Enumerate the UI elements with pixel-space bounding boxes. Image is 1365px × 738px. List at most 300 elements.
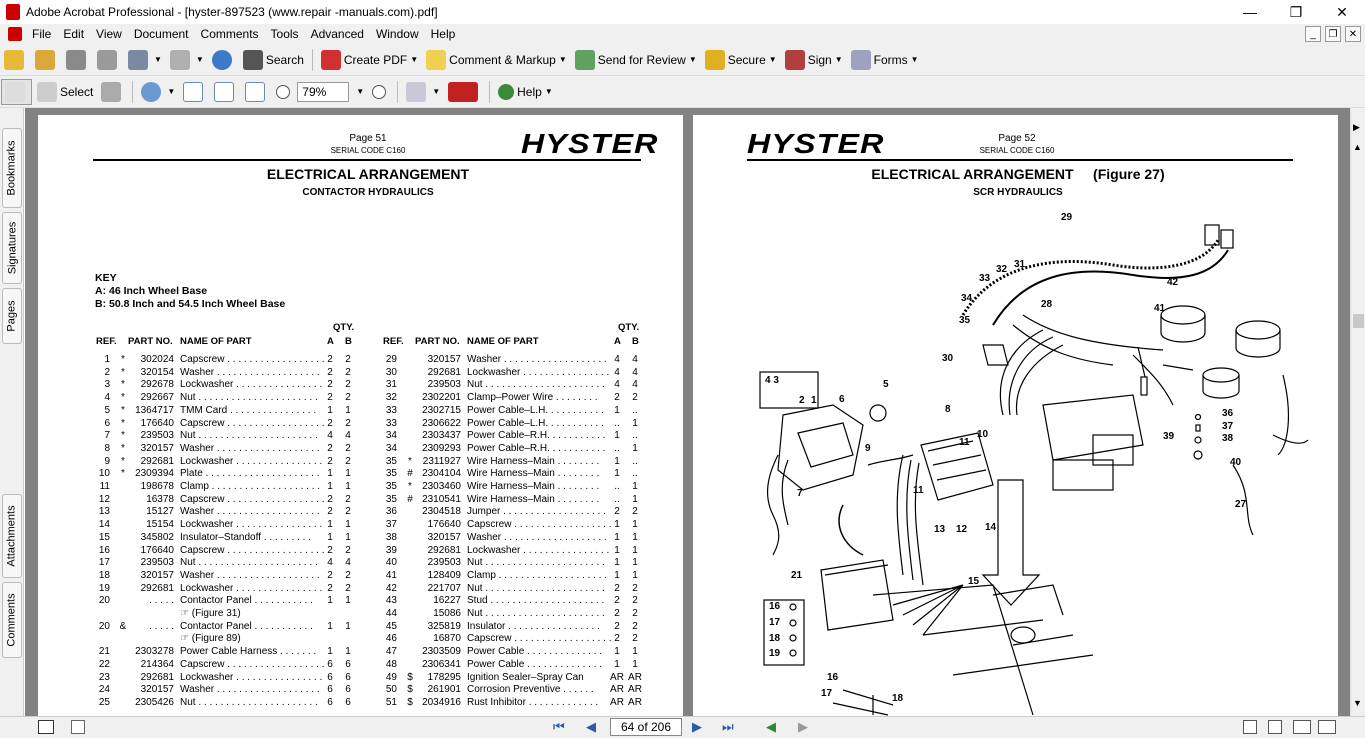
name-cell: Lockwasher . . . . . . . . . . . . . . . . bbox=[180, 379, 323, 391]
web-button[interactable] bbox=[209, 47, 238, 73]
name-cell: Nut . . . . . . . . . . . . . . . . . . . . . . bbox=[180, 392, 318, 404]
zoom-tool-button[interactable]: ▼ bbox=[138, 79, 178, 105]
part-no-cell: 292667 bbox=[140, 392, 174, 404]
part-no-cell: 320157 bbox=[427, 354, 461, 365]
name-cell: Nut . . . . . . . . . . . . . . . . . . . . . . bbox=[467, 379, 605, 391]
menu-comments[interactable]: Comments bbox=[200, 27, 259, 41]
name-cell: Lockwasher . . . . . . . . . . . . . . . . bbox=[467, 366, 610, 378]
ref-cell: 42 bbox=[385, 582, 397, 594]
zoom-input[interactable] bbox=[297, 82, 349, 102]
name-cell: Wire Harness–Main . . . . . . . . bbox=[467, 493, 600, 505]
part-no-cell: 15086 bbox=[433, 608, 461, 619]
table-row bbox=[383, 532, 668, 545]
qty-a-cell: 1 bbox=[614, 646, 620, 658]
table-row bbox=[96, 392, 381, 405]
name-cell: Washer . . . . . . . . . . . . . . . . . . . bbox=[180, 569, 320, 581]
table-row bbox=[383, 621, 668, 634]
table-row bbox=[383, 405, 668, 418]
qty-a-cell: 6 bbox=[327, 696, 333, 708]
table-header-row bbox=[96, 336, 376, 349]
qty-a-cell: 2 bbox=[327, 442, 333, 454]
name-cell: Rust Inhibitor . . . . . . . . . . . . . bbox=[467, 696, 599, 708]
table-row bbox=[383, 481, 668, 494]
table-row bbox=[383, 456, 668, 469]
tab-pages[interactable]: Pages bbox=[2, 288, 22, 344]
table-row bbox=[96, 443, 381, 456]
tab-attachments[interactable]: Attachments bbox=[2, 494, 22, 578]
vertical-scrollbar[interactable] bbox=[1350, 108, 1365, 716]
callout-label: 16 bbox=[769, 601, 781, 612]
qty-b-cell: 2 bbox=[345, 569, 351, 581]
zoom-in-button[interactable] bbox=[369, 79, 392, 105]
qty-b-cell: 1 bbox=[632, 646, 638, 658]
part-no-cell: 15127 bbox=[146, 506, 174, 518]
page-number-field[interactable]: 64 of 206 bbox=[610, 718, 682, 736]
actual-size-button[interactable] bbox=[180, 79, 209, 105]
name-cell: Lockwasher . . . . . . . . . . . . . . . . bbox=[180, 582, 323, 594]
figure-title: ELECTRICAL ARRANGEMENT (Figure 27) bbox=[871, 166, 1165, 182]
menu-document[interactable]: Document bbox=[133, 27, 189, 41]
mark-cell: & bbox=[119, 620, 127, 632]
qty-b-cell: 2 bbox=[345, 455, 351, 467]
table-row bbox=[383, 608, 668, 621]
name-cell: Capscrew . . . . . . . . . . . . . . . . . . bbox=[180, 354, 325, 365]
table-row bbox=[383, 583, 668, 596]
mark-cell: # bbox=[407, 493, 413, 505]
menu-advanced[interactable]: Advanced bbox=[310, 27, 364, 41]
review-icon bbox=[575, 50, 595, 70]
qty-b-cell: 2 bbox=[632, 633, 638, 645]
ref-cell: 33 bbox=[385, 417, 397, 429]
key-a: A: 46 Inch Wheel Base bbox=[95, 285, 208, 297]
table-row bbox=[96, 608, 381, 621]
name-cell: Ignition Sealer–Spray Can bbox=[467, 671, 584, 683]
ref-cell: 6 bbox=[104, 417, 110, 429]
name-cell: Lockwasher . . . . . . . . . . . . . . . . bbox=[467, 544, 610, 556]
qty-b-cell: 1 bbox=[345, 404, 351, 416]
binoculars-icon bbox=[243, 50, 263, 70]
part-no-cell: 239503 bbox=[140, 557, 174, 569]
forms-button[interactable]: Forms ▼ bbox=[848, 47, 922, 73]
ref-cell: 20 bbox=[98, 595, 110, 607]
zoom-out-button[interactable] bbox=[273, 79, 296, 105]
ref-cell: 20 bbox=[98, 620, 110, 632]
callout-label: 5 bbox=[883, 379, 889, 390]
qty-a-cell: 1 bbox=[614, 544, 620, 556]
callout-label: 38 bbox=[1222, 433, 1234, 444]
qty-b-cell: 2 bbox=[345, 366, 351, 378]
next-view-button[interactable]: ▶ bbox=[798, 719, 808, 734]
hand-tool-button[interactable] bbox=[1, 79, 32, 105]
cursor-text-icon bbox=[37, 82, 57, 102]
part-no-cell: 2304518 bbox=[422, 506, 461, 518]
callout-label: 27 bbox=[1235, 499, 1247, 510]
hyster-logo: HYSTER bbox=[747, 128, 885, 159]
acrobat-app-icon bbox=[6, 4, 20, 20]
ref-cell: 16 bbox=[98, 544, 110, 556]
yahoo-button[interactable] bbox=[445, 79, 484, 105]
ref-cell: 13 bbox=[98, 506, 110, 518]
table-row bbox=[383, 418, 668, 431]
qty-a-cell: 1 bbox=[327, 468, 333, 480]
qty-a-cell: .. bbox=[614, 493, 620, 505]
table-row bbox=[96, 557, 381, 570]
part-no-cell: 176640 bbox=[140, 544, 174, 556]
callout-label: 11 bbox=[913, 485, 924, 496]
col-b: B bbox=[345, 336, 352, 347]
menu-view[interactable]: View bbox=[96, 27, 122, 41]
part-no-cell: 302024 bbox=[140, 354, 174, 365]
qty-b-cell: 2 bbox=[345, 544, 351, 556]
col-part-no: PART NO. bbox=[128, 336, 173, 347]
document-icon[interactable] bbox=[8, 27, 22, 41]
ref-cell: 32 bbox=[385, 392, 397, 404]
qty-a-cell: 4 bbox=[327, 430, 333, 442]
fit-width-icon bbox=[245, 82, 265, 102]
create-pdf-button[interactable]: Create PDF ▼ bbox=[318, 47, 421, 73]
name-cell: Contactor Panel . . . . . . . . . . . bbox=[180, 620, 313, 632]
ref-cell: 3 bbox=[104, 379, 110, 391]
sign-button[interactable]: Sign ▼ bbox=[782, 47, 846, 73]
name-cell: Capscrew . . . . . . . . . . . . . . . . . . bbox=[180, 658, 325, 670]
qty-a-cell: 2 bbox=[327, 354, 333, 365]
save-button[interactable] bbox=[63, 47, 92, 73]
diagram-callouts bbox=[765, 212, 1247, 704]
table-row bbox=[383, 468, 668, 481]
navigation-pane-icon[interactable] bbox=[38, 720, 54, 734]
qty-b-cell: 2 bbox=[632, 608, 638, 619]
name-cell: Capscrew . . . . . . . . . . . . . . . . . . bbox=[180, 493, 325, 505]
name-cell: Power Cable . . . . . . . . . . . . . . bbox=[467, 658, 603, 670]
ref-cell: 33 bbox=[385, 404, 397, 416]
previous-view-button[interactable]: ◀ bbox=[766, 719, 776, 734]
qty-b-cell: 1 bbox=[632, 417, 638, 429]
fit-page-button[interactable] bbox=[211, 79, 240, 105]
qty-b-cell: 1 bbox=[632, 544, 638, 556]
create-pdf-icon bbox=[321, 50, 341, 70]
organizer-icon bbox=[35, 50, 55, 70]
callout-label: 40 bbox=[1230, 457, 1242, 468]
table-row bbox=[383, 684, 668, 697]
scroll-up-arrow[interactable]: ▶ bbox=[1353, 122, 1360, 132]
qty-a-cell: 2 bbox=[327, 582, 333, 594]
close-button[interactable]: ✕ bbox=[1336, 3, 1348, 20]
single-page-icon[interactable] bbox=[1243, 720, 1257, 734]
mark-cell: * bbox=[121, 392, 125, 404]
doc-close-button[interactable]: ✕ bbox=[1345, 26, 1361, 42]
organizer-button[interactable] bbox=[32, 47, 61, 73]
qty-b-cell: 1 bbox=[345, 519, 351, 531]
callout-label: 17 bbox=[769, 617, 781, 628]
mark-cell: * bbox=[121, 417, 125, 429]
name-cell: Power Cable–R.H. . . . . . . . . . . bbox=[467, 442, 606, 454]
part-no-cell: 292678 bbox=[140, 379, 174, 391]
qty-b-cell: 1 bbox=[632, 569, 638, 581]
forms-label: Forms bbox=[873, 52, 908, 67]
minimize-button[interactable]: — bbox=[1243, 4, 1257, 20]
callout-label: 7 bbox=[797, 488, 803, 499]
ref-cell: 11 bbox=[99, 481, 110, 492]
qty-b-cell: 2 bbox=[345, 379, 351, 391]
magnifier-icon bbox=[141, 82, 161, 102]
qty-a-cell: 2 bbox=[614, 620, 620, 632]
part-no-cell: 292681 bbox=[427, 544, 461, 556]
send-review-label: Send for Review bbox=[597, 52, 686, 67]
name-cell: Washer . . . . . . . . . . . . . . . . . . . bbox=[180, 684, 320, 696]
callout-label: 14 bbox=[985, 522, 997, 533]
window-controls bbox=[1227, 0, 1365, 24]
name-cell: Capscrew . . . . . . . . . . . . . . . . . . bbox=[180, 417, 325, 429]
secure-button[interactable]: Secure ▼ bbox=[702, 47, 780, 73]
select-label: Select bbox=[60, 84, 94, 99]
qty-a-cell: 1 bbox=[327, 404, 333, 416]
email-button[interactable]: ▼ bbox=[125, 47, 165, 73]
table-row bbox=[96, 456, 381, 469]
part-no-cell: 292681 bbox=[427, 366, 461, 378]
table-header-row bbox=[383, 336, 663, 349]
rotate-button[interactable]: ▼ bbox=[403, 79, 443, 105]
tab-bookmarks[interactable]: Bookmarks bbox=[2, 128, 22, 208]
ref-cell: 48 bbox=[385, 658, 397, 670]
ref-cell: 35 bbox=[385, 468, 397, 480]
fit-width-button[interactable] bbox=[242, 79, 271, 105]
ref-cell: 46 bbox=[385, 633, 397, 645]
ref-cell: 8 bbox=[104, 442, 110, 454]
qty-a-cell: 1 bbox=[614, 468, 620, 480]
name-cell: Insulator . . . . . . . . . . . . . . . . . bbox=[467, 620, 600, 632]
mark-cell: $ bbox=[407, 684, 413, 696]
ref-cell: 41 bbox=[385, 569, 397, 581]
qty-a-cell: 2 bbox=[614, 392, 620, 404]
doc-minimize-button[interactable]: _ bbox=[1305, 26, 1321, 42]
qty-a-cell: 2 bbox=[614, 608, 620, 619]
part-no-cell: 2303460 bbox=[422, 481, 461, 492]
name-cell: Stud . . . . . . . . . . . . . . . . . . . . . bbox=[467, 595, 605, 607]
col-a: A bbox=[614, 336, 621, 347]
table-row bbox=[383, 570, 668, 583]
menu-window[interactable]: Window bbox=[375, 27, 419, 41]
col-a: A bbox=[327, 336, 334, 347]
qty-a-cell: 1 bbox=[327, 620, 333, 632]
send-review-button[interactable]: Send for Review ▼ bbox=[572, 47, 700, 73]
scroll-up-arrow[interactable]: ▲ bbox=[1353, 142, 1362, 152]
navigation-panel bbox=[0, 108, 24, 716]
qty-a-cell: 2 bbox=[327, 506, 333, 518]
table-row bbox=[96, 367, 381, 380]
facing-icon[interactable] bbox=[1293, 720, 1311, 734]
col-name: NAME OF PART bbox=[180, 336, 252, 347]
ref-cell: 4 bbox=[104, 392, 110, 404]
wheelbase-key bbox=[95, 272, 285, 311]
printer-icon bbox=[97, 50, 117, 70]
ref-cell: 51 bbox=[385, 696, 397, 708]
search-label: Search bbox=[265, 52, 304, 67]
qty-b-cell: 6 bbox=[345, 658, 351, 670]
document-window-controls bbox=[1305, 26, 1361, 42]
snapshot-button[interactable] bbox=[98, 79, 127, 105]
next-page-button[interactable]: ▶ bbox=[692, 719, 702, 734]
callout-label: 10 bbox=[977, 429, 989, 440]
mark-cell: * bbox=[408, 455, 412, 467]
menu-file[interactable]: File bbox=[32, 27, 52, 41]
callout-label: 9 bbox=[865, 443, 871, 454]
continuous-icon[interactable] bbox=[1268, 720, 1282, 734]
qty-b-cell: AR bbox=[628, 696, 642, 708]
qty-b-cell: .. bbox=[632, 404, 638, 416]
table-row bbox=[383, 379, 668, 392]
table-row bbox=[96, 519, 381, 532]
part-no-cell: 2302715 bbox=[422, 404, 461, 416]
part-no-cell: 239503 bbox=[140, 430, 174, 442]
page-thumb-icon[interactable] bbox=[71, 720, 85, 734]
qty-b-cell: 4 bbox=[632, 354, 638, 365]
name-cell: Wire Harness–Main . . . . . . . . bbox=[467, 468, 600, 480]
part-no-cell: 2306341 bbox=[422, 658, 461, 670]
qty-a-cell: 2 bbox=[327, 544, 333, 556]
qty-a-cell: AR bbox=[610, 696, 624, 708]
help-label: Help bbox=[517, 84, 542, 99]
part-no-cell: 2302201 bbox=[422, 392, 461, 404]
name-cell: Lockwasher . . . . . . . . . . . . . . . . bbox=[180, 671, 323, 683]
tab-comments[interactable]: Comments bbox=[2, 582, 22, 658]
qty-b-cell: 1 bbox=[632, 442, 638, 454]
table-row bbox=[383, 633, 668, 646]
part-no-cell: 2304104 bbox=[422, 468, 461, 480]
comment-label: Comment & Markup bbox=[449, 52, 556, 67]
qty-b-cell: 2 bbox=[632, 620, 638, 632]
maximize-button[interactable]: ❐ bbox=[1289, 3, 1303, 20]
ref-cell: 15 bbox=[98, 531, 110, 543]
qty-b-cell: 2 bbox=[632, 595, 638, 607]
search-button[interactable] bbox=[240, 47, 307, 73]
part-no-cell: 320157 bbox=[140, 569, 174, 581]
col-b: B bbox=[632, 336, 639, 347]
callout-label: 34 bbox=[961, 293, 973, 304]
qty-a-cell: 1 bbox=[327, 646, 333, 658]
menu-tools[interactable]: Tools bbox=[270, 27, 299, 41]
part-no-cell: 325819 bbox=[427, 620, 461, 632]
tab-signatures[interactable]: Signatures bbox=[2, 212, 22, 284]
table-row bbox=[96, 354, 381, 367]
first-page-button[interactable]: ⏮ bbox=[553, 719, 565, 734]
name-cell: Capscrew . . . . . . . . . . . . . . . . . . bbox=[467, 633, 612, 645]
ref-cell: 14 bbox=[98, 519, 110, 531]
ref-cell: 35 bbox=[385, 481, 397, 492]
callout-label: 32 bbox=[996, 264, 1008, 275]
ref-cell: 2 bbox=[104, 366, 110, 378]
doc-restore-button[interactable]: ❐ bbox=[1325, 26, 1341, 42]
mark-cell: * bbox=[121, 404, 125, 416]
callout-label: 28 bbox=[1041, 299, 1053, 310]
ref-cell: 34 bbox=[385, 442, 397, 454]
callout-label: 18 bbox=[769, 633, 781, 644]
name-cell: Nut . . . . . . . . . . . . . . . . . . . . . . bbox=[467, 557, 605, 569]
qty-a-cell: 6 bbox=[327, 658, 333, 670]
print-button[interactable] bbox=[94, 47, 123, 73]
qty-a-cell: 2 bbox=[327, 417, 333, 429]
callout-label: 4 3 bbox=[765, 375, 779, 386]
table-row bbox=[383, 697, 668, 710]
help-button[interactable]: Help ▼ bbox=[495, 79, 556, 105]
ref-cell: 29 bbox=[385, 354, 397, 365]
qty-b-cell: 2 bbox=[632, 506, 638, 518]
comment-markup-button[interactable]: Comment & Markup ▼ bbox=[423, 47, 570, 73]
document-view[interactable] bbox=[25, 108, 1350, 716]
name-cell: Power Cable . . . . . . . . . . . . . . bbox=[467, 646, 603, 658]
ref-cell: 25 bbox=[98, 696, 110, 708]
qty-a-cell: 1 bbox=[614, 404, 620, 416]
name-cell: Jumper . . . . . . . . . . . . . . . . . . . bbox=[467, 506, 606, 518]
attach-button[interactable]: ▼ bbox=[167, 47, 207, 73]
previous-page-button[interactable]: ◀ bbox=[586, 719, 596, 734]
qty-a-cell: .. bbox=[614, 481, 620, 492]
section-title: ELECTRICAL ARRANGEMENT bbox=[266, 166, 470, 182]
qty-a-cell: 1 bbox=[614, 455, 620, 467]
qty-b-cell: 1 bbox=[632, 658, 638, 670]
callout-label: 36 bbox=[1222, 408, 1234, 419]
select-tool-button[interactable] bbox=[34, 79, 96, 105]
table-row bbox=[96, 646, 381, 659]
table-row bbox=[96, 545, 381, 558]
qty-b-cell: 1 bbox=[345, 481, 351, 492]
menu-edit[interactable]: Edit bbox=[63, 27, 85, 41]
qty-a-cell: 1 bbox=[614, 658, 620, 670]
part-no-cell: 320157 bbox=[140, 684, 174, 696]
ref-cell: 40 bbox=[385, 557, 397, 569]
toolbar-separator bbox=[132, 81, 133, 103]
table-row bbox=[383, 672, 668, 685]
name-cell: ☞ (Figure 31) bbox=[180, 608, 241, 619]
scroll-down-arrow[interactable]: ▼ bbox=[1353, 698, 1362, 708]
part-no-cell: 16227 bbox=[433, 595, 461, 607]
mark-cell: * bbox=[121, 366, 125, 378]
qty-b-cell: 2 bbox=[345, 442, 351, 454]
qty-b-cell: 2 bbox=[345, 392, 351, 404]
qty-b-cell: 2 bbox=[345, 493, 351, 505]
scroll-thumb[interactable] bbox=[1353, 314, 1364, 328]
name-cell: Clamp . . . . . . . . . . . . . . . . . . . . bbox=[180, 481, 321, 492]
part-no-cell: 2034916 bbox=[422, 696, 461, 708]
qty-a-cell: 2 bbox=[327, 455, 333, 467]
table-row bbox=[96, 532, 381, 545]
name-cell: Power Cable–L.H. . . . . . . . . . . bbox=[467, 417, 604, 429]
qty-b-cell: 2 bbox=[632, 392, 638, 404]
qty-a-cell: 4 bbox=[614, 366, 620, 378]
window-title: Adobe Acrobat Professional - [hyster-897523 (www.repair -manuals.com).pdf] bbox=[26, 5, 438, 19]
continuous-facing-icon[interactable] bbox=[1318, 720, 1336, 734]
qty-a-cell: 4 bbox=[614, 354, 620, 365]
menu-help[interactable]: Help bbox=[430, 27, 456, 41]
name-cell: Capscrew . . . . . . . . . . . . . . . . . . bbox=[180, 544, 325, 556]
callout-label: 33 bbox=[979, 273, 991, 284]
table-row bbox=[383, 506, 668, 519]
col-ref: REF. bbox=[96, 336, 117, 347]
name-cell: TMM Card . . . . . . . . . . . . . . . . bbox=[180, 404, 317, 416]
col-part-no: PART NO. bbox=[415, 336, 460, 347]
zoom-dropdown[interactable]: ▼ bbox=[356, 87, 365, 96]
last-page-button[interactable]: ⏭ bbox=[722, 719, 734, 734]
name-cell: Nut . . . . . . . . . . . . . . . . . . . . . . bbox=[467, 608, 605, 619]
table-row bbox=[383, 646, 668, 659]
open-button[interactable] bbox=[1, 47, 30, 73]
qty-a-cell: AR bbox=[610, 671, 624, 683]
qty-a-cell: 1 bbox=[614, 531, 620, 543]
ref-cell: 24 bbox=[98, 684, 110, 696]
qty-a-cell: 2 bbox=[614, 595, 620, 607]
ref-cell: 43 bbox=[385, 595, 397, 607]
part-no-cell: 261901 bbox=[427, 684, 461, 696]
part-no-cell: 176640 bbox=[140, 417, 174, 429]
